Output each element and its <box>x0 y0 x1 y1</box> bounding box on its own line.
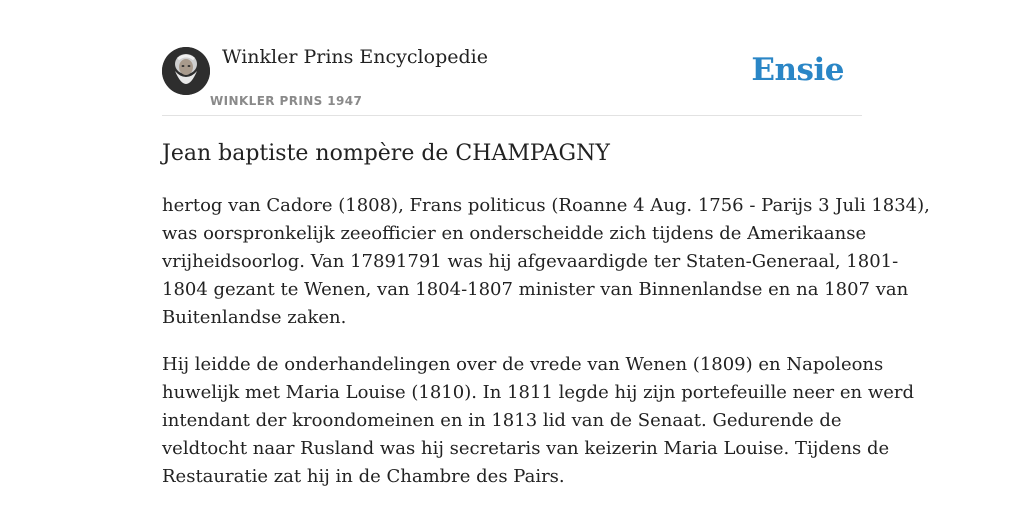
page-container <box>162 0 930 487</box>
article-body <box>162 192 930 510</box>
text-line: veldtocht naar Rusland was hij secretaris van keizerin Maria Louise. Tijdens de <box>162 438 890 459</box>
bearded-man-portrait-icon <box>162 47 210 95</box>
article-header <box>162 0 862 116</box>
text-line: huwelijk met Maria Louise (1810). In 1811 legde hij zijn portefeuille neer en werd <box>162 382 915 403</box>
text-line: hertog van Cadore (1808), Frans politicus (Roanne 4 Aug. 1756 - Parijs 3 Juli 1834), <box>162 195 930 216</box>
text-line: vrijheidsoorlog. Van 17891791 was hij afgevaardigde ter Staten-Generaal, 1801- <box>162 251 899 272</box>
brand-logo[interactable]: Ensie <box>751 52 844 88</box>
text-line: Restauratie zat hij in de Chambre des Pairs. <box>162 466 565 487</box>
text-line: Hij leidde de onderhandelingen over de vrede van Wenen (1809) en Napoleons <box>162 354 884 375</box>
article-paragraph <box>162 351 915 491</box>
site-title[interactable]: Winkler Prins Encyclopedie <box>222 46 488 68</box>
author-avatar[interactable] <box>162 47 210 95</box>
text-line: 1804 gezant te Wenen, van 1804-1807 minister van Binnenlandse en na 1807 van <box>162 279 909 300</box>
article-title: Jean baptiste nompère de CHAMPAGNY <box>162 141 610 166</box>
source-tag[interactable]: WINKLER PRINS 1947 <box>210 94 363 108</box>
article-paragraph <box>162 192 930 332</box>
text-line: Buitenlandse zaken. <box>162 307 347 328</box>
text-line: intendant der kroondomeinen en in 1813 lid van de Senaat. Gedurende de <box>162 410 842 431</box>
text-line: was oorspronkelijk zeeofficier en onderscheidde zich tijdens de Amerikaanse <box>162 223 867 244</box>
